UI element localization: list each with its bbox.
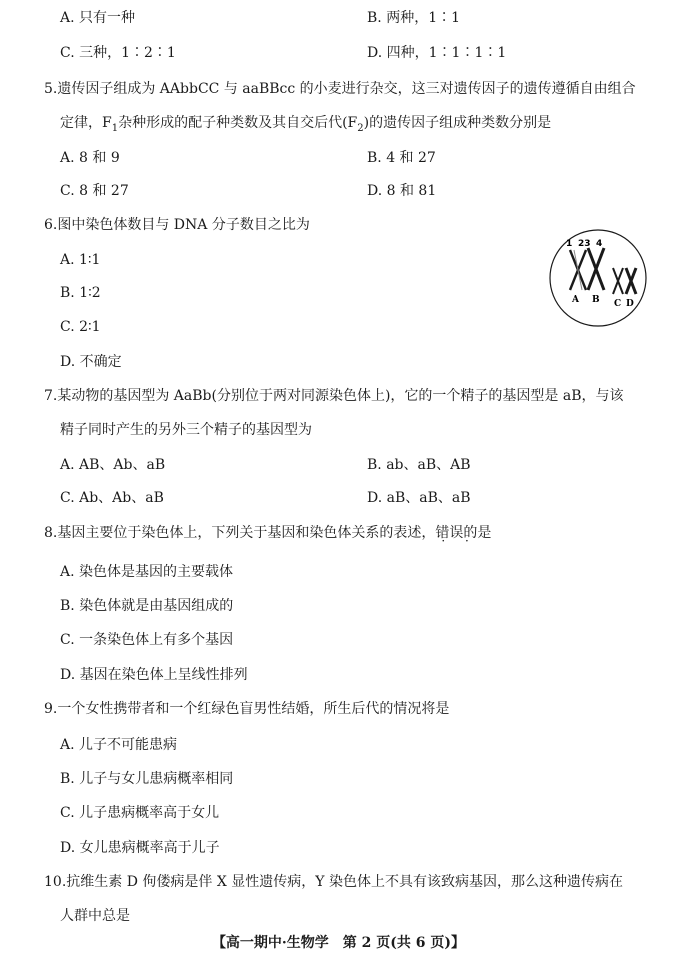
q8-option-d: D. 基因在染色体上呈线性排列 (60, 667, 248, 683)
q5-stem-part: 定律，F (60, 115, 112, 131)
q10-stem-line1: 10.抗维生素 D 佝偻病是伴 X 显性遗传病，Y 染色体上不具有该致病基因，那么这种遗传病在 (44, 874, 623, 890)
page-footer: 【高一期中·生物学 第 2 页(共 6 页)】 (211, 935, 466, 951)
label-d: D (626, 299, 634, 309)
q9-option-b: B. 儿子与女儿患病概率相同 (60, 771, 234, 787)
q6-option-a: A. 1∶1 (60, 252, 101, 268)
q5-stem-line2 (60, 113, 551, 139)
q6-option-b: B. 1∶2 (60, 285, 101, 301)
q5-option-b: B. 4 和 27 (367, 150, 436, 166)
q5-subscript: 2 (357, 122, 364, 134)
label-a: A (572, 295, 579, 305)
chromosome-pair-cd (613, 268, 636, 294)
q8-option-a: A. 染色体是基因的主要载体 (60, 564, 234, 580)
q9-stem: 9.一个女性携带者和一个红绿色盲男性结婚，所生后代的情况将是 (44, 701, 450, 717)
q6-option-c: C. 2∶1 (60, 319, 101, 335)
label-b: B (592, 295, 600, 305)
q8-stem (44, 523, 491, 543)
q7-option-b: B. ab、aB、AB (367, 457, 471, 473)
q7-option-d: D. aB、aB、aB (367, 490, 471, 506)
q5-stem-part: )的遗传因子组成种类数分别是 (363, 115, 552, 131)
q5-option-d: D. 8 和 81 (367, 183, 437, 199)
q8-option-c: C. 一条染色体上有多个基因 (60, 632, 234, 648)
q7-option-c: C. Ab、Ab、aB (60, 490, 164, 506)
q4-option-d: D. 四种，1∶1∶1∶1 (367, 45, 507, 61)
q4-option-b: B. 两种，1∶1 (367, 10, 461, 26)
q7-stem-line1: 7.某动物的基因型为 AaBb(分别位于两对同源染色体上)，它的一个精子的基因型是 aB，与该 (44, 388, 624, 404)
label-1: 1 (566, 239, 573, 249)
q7-stem-line2: 精子同时产生的另外三个精子的基因型为 (60, 422, 312, 438)
chromosome-pair-ab (570, 248, 604, 290)
q8-stem-part: 8.基因主要位于染色体上，下列关于基因和染色体关系的表述， (44, 525, 436, 541)
q9-option-a: A. 儿子不可能患病 (60, 737, 178, 753)
label-4: 4 (596, 239, 603, 249)
label-c: C (614, 299, 622, 309)
q6-option-d: D. 不确定 (60, 354, 122, 370)
q9-option-d: D. 女儿患病概率高于儿子 (60, 840, 220, 856)
label-23: 23 (578, 239, 591, 249)
q8-option-b: B. 染色体就是由基因组成的 (60, 598, 234, 614)
q8-emphasized-word: 错误 · · (435, 525, 463, 541)
q5-subscript: 1 (111, 122, 119, 134)
q8-stem-part: 的是 (463, 525, 492, 541)
q7-option-a: A. AB、Ab、aB (60, 457, 166, 473)
q4-option-c: C. 三种，1∶2∶1 (60, 45, 176, 61)
q6-stem: 6.图中染色体数目与 DNA 分子数目之比为 (44, 217, 310, 233)
q10-stem-line2: 人群中总是 (60, 908, 130, 924)
q5-stem-part: 杂种形成的配子种类数及其自交后代(F (118, 115, 358, 131)
q5-option-c: C. 8 和 27 (60, 183, 129, 199)
q5-stem-line1: 5.遗传因子组成为 AAbbCC 与 aaBBcc 的小麦进行杂交，这三对遗传因子的遗传遵循自由组合 (44, 81, 636, 97)
q5-option-a: A. 8 和 9 (60, 150, 120, 166)
q4-option-a: A. 只有一种 (60, 10, 136, 26)
q9-option-c: C. 儿子患病概率高于女儿 (60, 805, 220, 821)
chromosome-figure (548, 228, 648, 328)
